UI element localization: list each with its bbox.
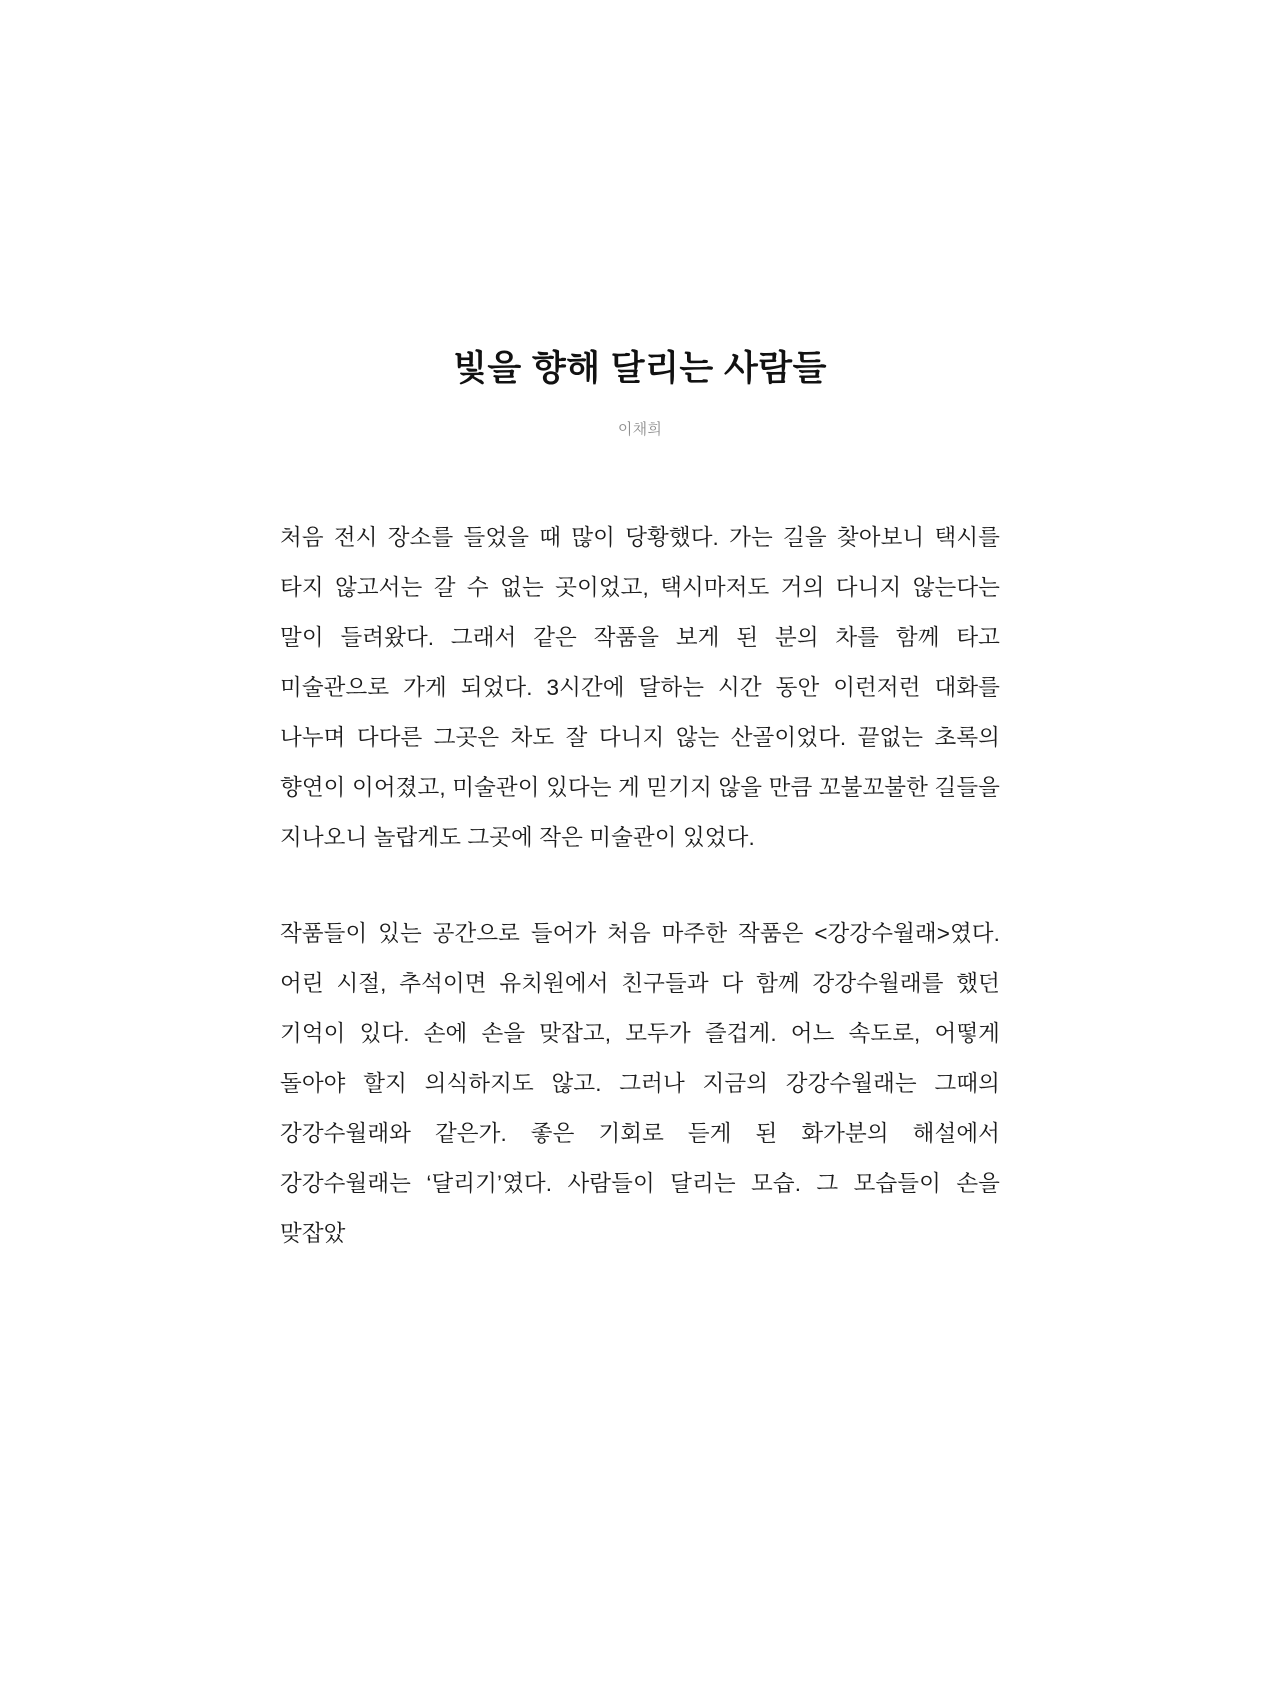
document-body (280, 439, 1000, 1259)
page-title: 빛을 향해 달리는 사람들 (453, 349, 827, 388)
body-paragraph: 처음 전시 장소를 들었을 때 많이 당황했다. 가는 길을 찾아보니 택시를 타지 않고서는 갈 수 없는 곳이었고, 택시마저도 거의 다니지 않는다는 말이 들려왔다. 그래서 같은 작품을 보게 된 분의 차를 함께 타고 미술관으로 가게 되었다. 3시간에 달하는 시간 동안 이런저런 대화를 나누며 다다른 그곳은 차도 잘 다니지 않는 산골이었다. 끝없는 초록의 향연이 이어졌고, 미술관이 있다는 게 믿기지 않을 만큼 꼬불꼬불한 길들을 지나오니 놀랍게도 그곳에 작은 미술관이 있었다. (280, 525, 1000, 851)
author-byline: 이채희 (617, 421, 663, 439)
body-paragraph: 작품들이 있는 공간으로 들어가 처음 마주한 작품은 <강강수월래>였다. 어린 시절, 추석이면 유치원에서 친구들과 다 함께 강강수월래를 했던 기억이 있다. 손에 손을 맞잡고, 모두가 즐겁게. 어느 속도로, 어떻게 돌아야 할지 의식하지도 않고. 그러나 지금의 강강수월래는 그때의 강강수월래와 같은가. 좋은 기회로 듣게 된 화가분의 해설에서 강강수월래는 ‘달리기’였다. 사람들이 달리는 모습. 그 모습들이 손을 맞잡았 (280, 921, 1000, 1247)
